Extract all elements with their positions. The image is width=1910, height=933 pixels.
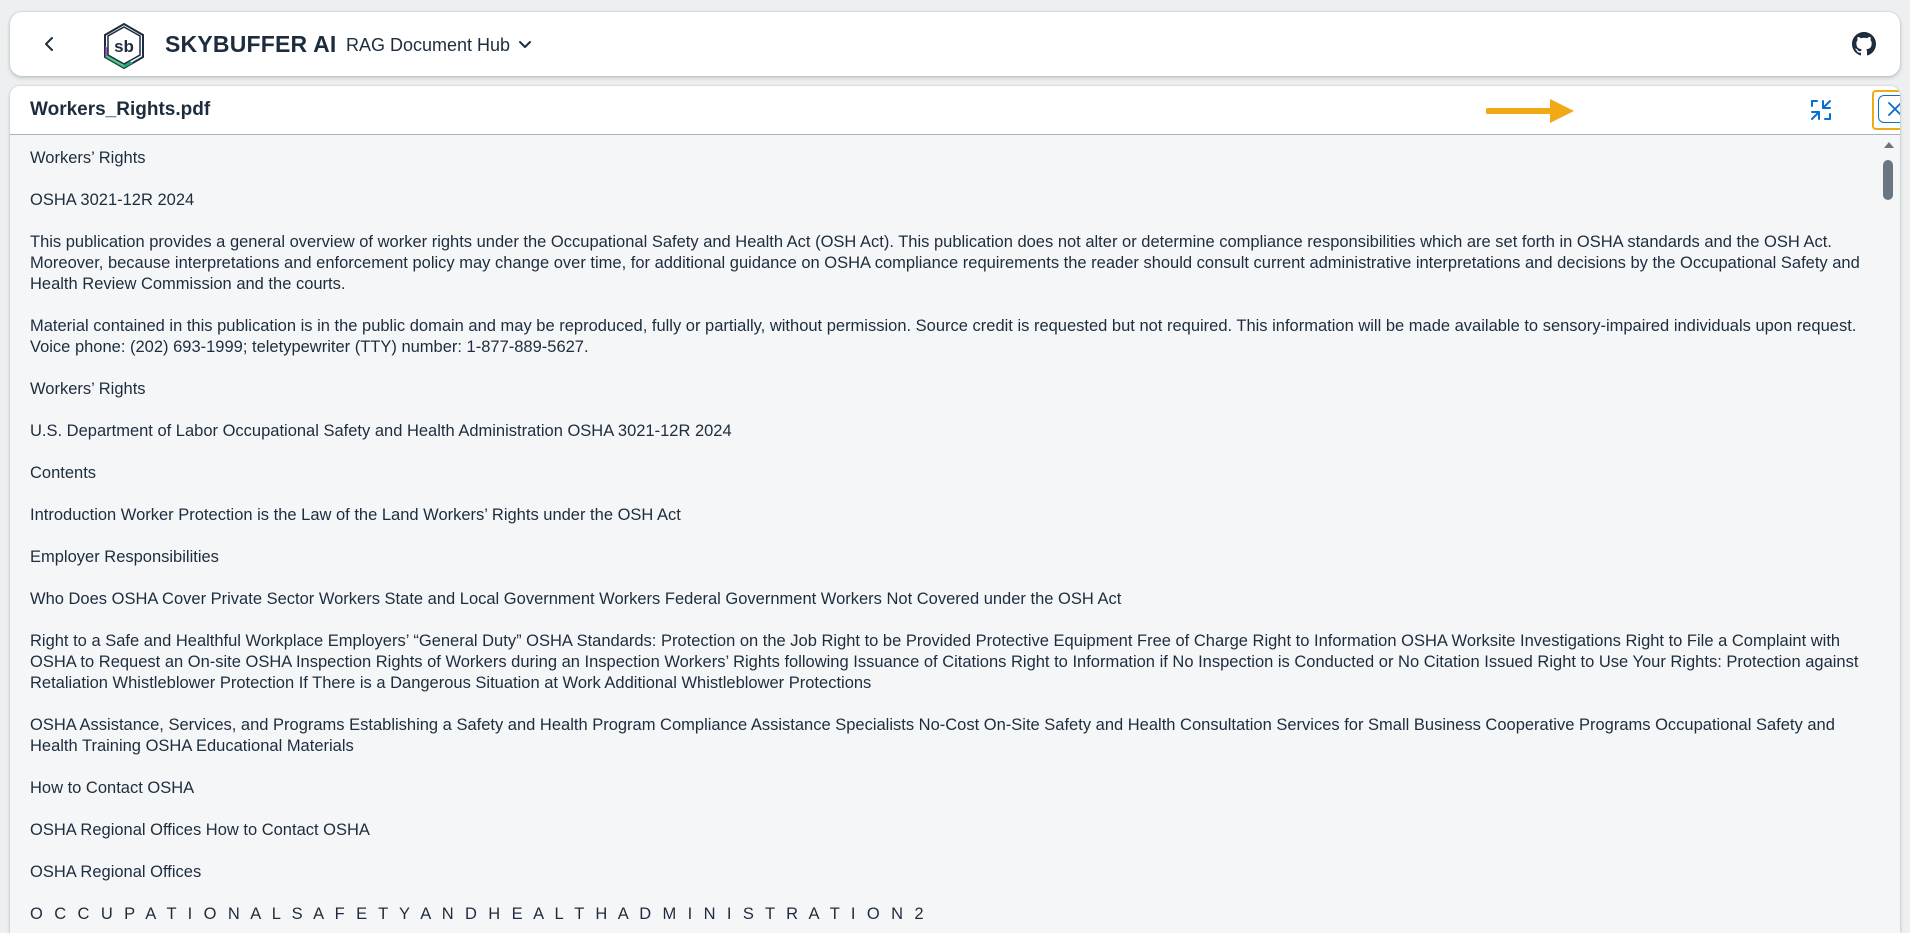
document-title: Workers_Rights.pdf xyxy=(30,99,211,120)
document-paragraph: Contents xyxy=(30,464,97,482)
document-paragraph: OSHA Regional Offices xyxy=(30,863,202,881)
document-paragraph: U.S. Department of Labor Occupational Safety and Health Administration OSHA 3021-12R 2024 xyxy=(30,422,732,440)
document-paragraph: O C C U P A T I O N A L S A F E T Y A N D H E A L T H A D M I N I S T R A T I O N 2 xyxy=(30,905,927,923)
brand-name: SKYBUFFER AI xyxy=(165,31,337,57)
document-paragraph: Workers’ Rights xyxy=(30,149,146,167)
document-paragraph: How to Contact OSHA xyxy=(30,779,195,797)
close-button[interactable] xyxy=(1878,95,1900,123)
vertical-scrollbar[interactable] xyxy=(1882,142,1896,933)
document-paragraph: OSHA 3021-12R 2024 xyxy=(30,191,195,209)
document-paragraph: Introduction Worker Protection is the Law of the Land Workers’ Rights under the OSH Act xyxy=(30,506,681,524)
github-icon[interactable] xyxy=(1852,32,1876,56)
document-paragraph: Right to a Safe and Healthful Workplace Employers’ “General Duty” OSHA Standards: Protection on the Job Right to be Provided Protective Equipment Free of Charge Right to Information OSHA Worksite Investigations Right to File a Complaint with OSHA to Request an On-site OSHA Inspection Rights of Workers during an Inspection Workers’ Rights following Issuance of Citations Right to Information if No Inspection is Conducted or No Citation Issued Right to Use Your Rights: Protection against Retaliation Whistleblower Protection If There is a Dangerous Situation at Work Additional Whistleblower Protections xyxy=(30,632,1859,692)
shell-bar xyxy=(10,12,1900,76)
scroll-thumb[interactable] xyxy=(1883,160,1893,200)
close-icon xyxy=(1888,102,1900,116)
back-button[interactable] xyxy=(36,30,64,58)
document-paragraph: Material contained in this publication is in the public domain and may be reproduced, fully or partially, without permission. Source credit is requested but not required. This information will be made available to sensory-impaired individuals upon request. Voice phone: (202) 693-1999; teletypewriter (TTY) number: 1-877-889-5627. xyxy=(30,317,1857,356)
document-paragraph: Workers’ Rights xyxy=(30,380,146,398)
svg-text:sb: sb xyxy=(114,37,134,56)
document-paragraph: Employer Responsibilities xyxy=(30,548,219,566)
arrow-pointer-icon xyxy=(1486,96,1576,126)
chevron-down-icon xyxy=(518,40,532,50)
document-body xyxy=(30,148,1870,933)
product-name: RAG Document Hub xyxy=(346,35,511,55)
exit-full-screen-icon[interactable] xyxy=(1809,98,1833,122)
chevron-left-icon xyxy=(43,36,57,52)
document-paragraph: Who Does OSHA Cover Private Sector Workers State and Local Government Workers Federal Government Workers Not Covered under the OSH Act xyxy=(30,590,1122,608)
document-viewer xyxy=(10,86,1900,933)
scroll-up-arrow[interactable] xyxy=(1884,142,1894,148)
document-paragraph: OSHA Regional Offices How to Contact OSHA xyxy=(30,821,370,839)
document-header xyxy=(10,86,1900,135)
skybuffer-logo[interactable] xyxy=(100,22,148,70)
document-paragraph: OSHA Assistance, Services, and Programs Establishing a Safety and Health Program Compliance Assistance Specialists No-Cost On-Site Safety and Health Consultation Services for Small Business Cooperative Programs Occupational Safety and Health Training OSHA Educational Materials xyxy=(30,716,1835,755)
document-paragraph: This publication provides a general overview of worker rights under the Occupational Safety and Health Act (OSH Act). This publication does not alter or determine compliance responsibilities which are set forth in OSHA standards and the OSH Act. Moreover, because interpretations and enforcement policy may change over time, for additional guidance on OSHA compliance requirements the reader should consult current administrative interpretations and decisions by the Occupational Safety and Health Review Commission and the courts. xyxy=(30,233,1860,293)
product-switcher[interactable] xyxy=(346,34,532,56)
